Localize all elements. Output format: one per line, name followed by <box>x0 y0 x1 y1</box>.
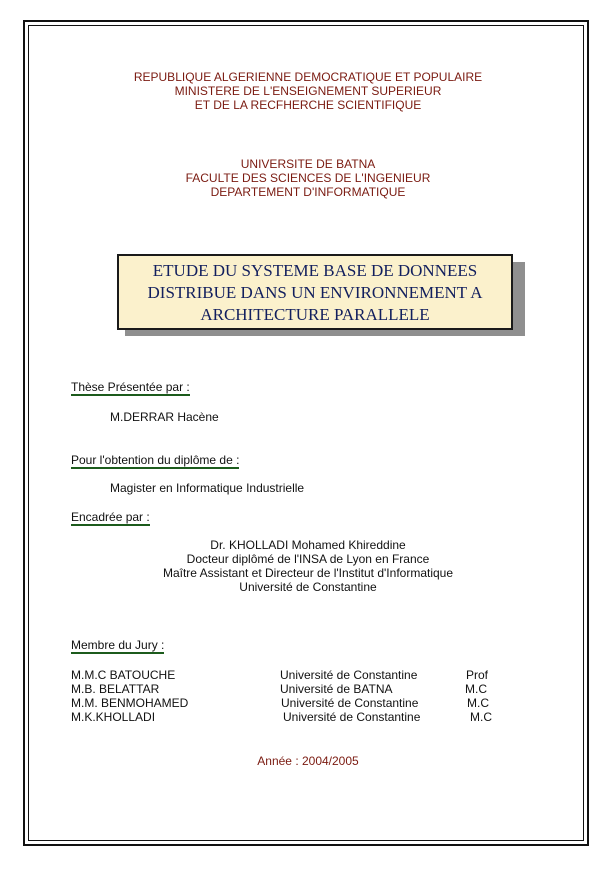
university-line: DEPARTEMENT D'INFORMATIQUE <box>210 185 406 199</box>
header-line: MINISTERE DE L'ENSEIGNEMENT SUPERIEUR <box>174 84 442 98</box>
supervisor-heading: Encadrée par : <box>71 510 150 524</box>
jury-member-name: M.M. BENMOHAMED <box>71 696 189 710</box>
diploma-name: Magister en Informatique Industrielle <box>110 481 305 495</box>
thesis-title-box <box>117 254 513 330</box>
university-line: UNIVERSITE DE BATNA <box>240 157 376 171</box>
thesis-title-line: ARCHITECTURE PARALLELE <box>200 305 430 324</box>
jury-member-rank: M.C <box>465 682 487 696</box>
ministry-header <box>0 70 616 112</box>
jury-member-name: M.M.C BATOUCHE <box>71 668 176 682</box>
jury-member-rank: M.C <box>470 710 492 724</box>
thesis-title-line: DISTRIBUE DANS UN ENVIRONNEMENT A <box>147 283 483 302</box>
jury-member-name: M.B. BELATTAR <box>71 682 160 696</box>
jury-member-rank: M.C <box>467 696 489 710</box>
jury-row <box>0 682 616 696</box>
jury-member-university: Université de BATNA <box>280 682 393 696</box>
jury-member-rank: Prof <box>466 668 489 682</box>
jury-heading: Membre du Jury : <box>71 638 165 652</box>
supervisor-line: Maître Assistant et Directeur de l'Institut d'Informatique <box>162 566 454 580</box>
academic-year: Année : 2004/2005 <box>257 754 359 768</box>
header-line: REPUBLIQUE ALGERIENNE DEMOCRATIQUE ET POPULAIRE <box>133 70 483 84</box>
jury-row <box>0 710 616 724</box>
jury-member-university: Université de Constantine <box>281 696 419 710</box>
jury-member-university: Université de Constantine <box>283 710 421 724</box>
diploma-heading: Pour l'obtention du diplôme de : <box>71 453 240 467</box>
jury-member-university: Université de Constantine <box>280 668 418 682</box>
jury-row <box>0 696 616 710</box>
university-line: FACULTE DES SCIENCES DE L'INGENIEUR <box>185 171 431 185</box>
supervisor-line: Docteur diplômé de l'INSA de Lyon en France <box>186 552 430 566</box>
university-header <box>0 157 616 199</box>
presented-by-heading: Thèse Présentée par : <box>71 380 190 394</box>
supervisor-block <box>0 538 616 594</box>
author-name: M.DERRAR Hacène <box>110 410 219 424</box>
header-line: ET DE LA RECFHERCHE SCIENTIFIQUE <box>194 98 422 112</box>
supervisor-line: Dr. KHOLLADI Mohamed Khireddine <box>210 538 406 552</box>
jury-member-name: M.K.KHOLLADI <box>71 710 156 724</box>
supervisor-line: Université de Constantine <box>239 580 377 594</box>
jury-row <box>0 668 616 682</box>
thesis-title-line: ETUDE DU SYSTEME BASE DE DONNEES <box>152 261 478 280</box>
